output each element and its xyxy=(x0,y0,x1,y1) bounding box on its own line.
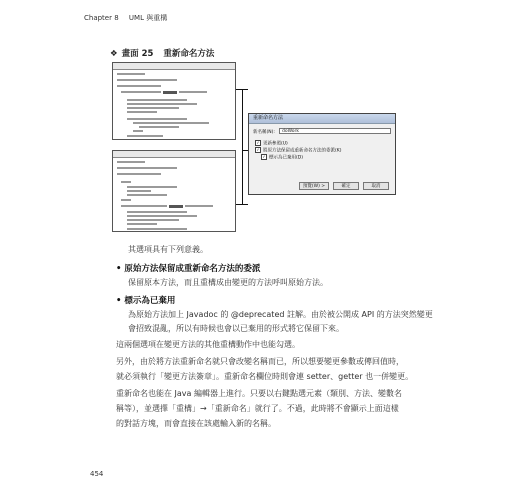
checkbox-checked-icon[interactable]: ✓ xyxy=(262,154,266,159)
new-name-field[interactable]: doWork xyxy=(279,128,391,134)
new-name-label: 新名稱(N): xyxy=(253,130,275,135)
intro-text: 其選項具有下列意義。 xyxy=(128,245,208,254)
page-number: 454 xyxy=(90,470,104,478)
paragraph-3-line2: 稱等），並選擇「重構」→「重新命名」就行了。不過，此時將不會顯示上面這樣 xyxy=(116,404,399,413)
option-desc-delegate: 保留原本方法，而且重構成由變更的方法呼叫原始方法。 xyxy=(128,278,328,287)
dialog-title: 重新命名方法 xyxy=(253,115,284,121)
figure-caption xyxy=(110,47,214,59)
option-desc-deprecated-line1: 為原始方法加上 Javadoc 的 @deprecated 註解。由於被公開成 API 的方法突然變更 xyxy=(128,310,433,319)
diamond-icon: ❖ xyxy=(110,49,118,59)
option-label: 將原方法保留成重新命名方法的委派(K) xyxy=(263,148,342,154)
option-update-references[interactable] xyxy=(255,140,288,147)
paragraph-3-line1: 重新命名也能在 Java 編輯器上進行。只要以右鍵點選元素（類別、方法、變數名 xyxy=(116,389,402,398)
running-header xyxy=(84,13,175,23)
option-label: 標示為已棄用(D) xyxy=(269,155,303,161)
code-editor-after xyxy=(112,150,236,232)
bullet-dot: • xyxy=(116,296,122,306)
option-heading-delegate: • 原始方法保留成重新命名方法的委派 xyxy=(116,264,261,274)
chapter-title: UML 與重構 xyxy=(128,14,168,22)
preview-button[interactable]: 預覽(W) > xyxy=(299,182,329,190)
option-keep-delegate[interactable] xyxy=(255,147,341,154)
dialog-title-bar xyxy=(249,114,395,124)
chapter-label: Chapter 8 xyxy=(84,14,119,22)
rename-method-dialog xyxy=(248,113,396,195)
editor-tab-bar xyxy=(113,63,235,70)
ok-button[interactable]: 確定 xyxy=(333,182,359,190)
cancel-button[interactable]: 取消 xyxy=(363,182,389,190)
paragraph-2-line2: 就必須執行「變更方法簽章」。重新命名欄位時則會連 setter、getter 也一併變更。 xyxy=(116,372,414,381)
connector-line-vertical xyxy=(242,89,243,204)
paragraph-3-line3: 的對話方塊，而會直接在該處輸入新的名稱。 xyxy=(116,419,276,428)
figure-number: 畫面 25 xyxy=(121,49,154,59)
bullet-dot: • xyxy=(116,264,122,274)
checkbox-checked-icon[interactable]: ✓ xyxy=(256,147,260,152)
connector-line-bottom xyxy=(236,204,248,205)
option-mark-deprecated[interactable] xyxy=(261,154,303,161)
figure-caption-text: 重新命名方法 xyxy=(163,49,215,59)
code-editor-before xyxy=(112,62,236,140)
checkbox-checked-icon[interactable]: ✓ xyxy=(256,140,260,145)
option-desc-deprecated-line2: 會招致混亂，所以有時候也會以已棄用的形式將它保留下來。 xyxy=(128,324,344,333)
paragraph-2-line1: 另外，由於將方法重新命名就只會改變名稱而已，所以想要變更參數或傳回值時， xyxy=(116,357,404,366)
paragraph-1: 這兩個選項在變更方法的其他重構動作中也能勾選。 xyxy=(116,340,300,349)
option-label: 更新參照(U) xyxy=(263,141,288,147)
editor-tab-bar xyxy=(113,151,235,158)
option-heading-deprecated: • 標示為已棄用 xyxy=(116,296,176,306)
